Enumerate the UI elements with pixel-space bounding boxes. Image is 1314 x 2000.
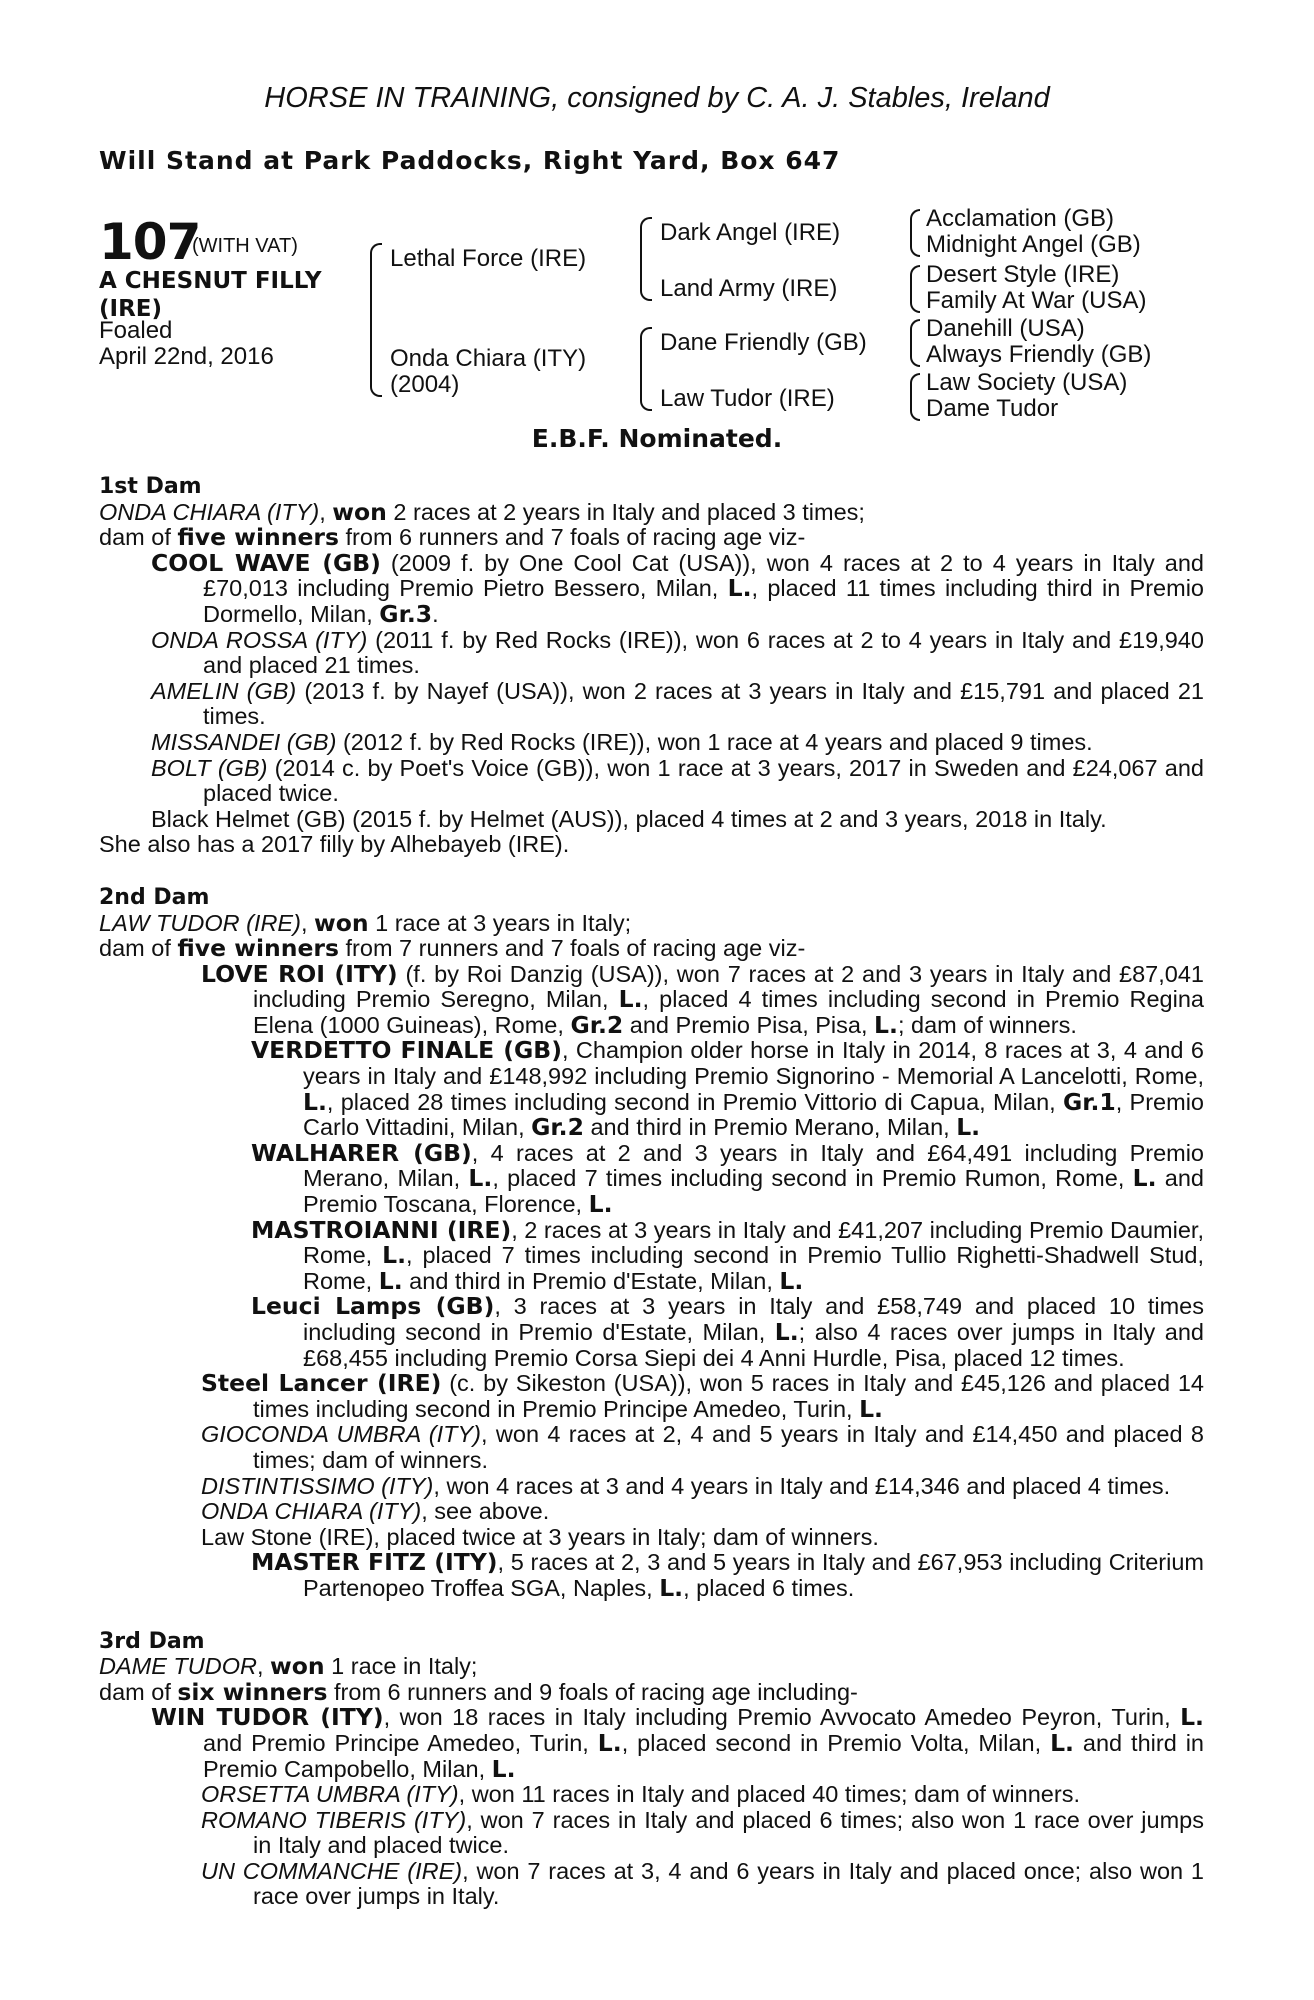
summary-text: from 7 runners and 7 foals of racing age viz- <box>338 935 806 962</box>
race-grade: L. <box>588 1190 613 1219</box>
summary-text: dam of <box>99 524 178 551</box>
race-grade: L. <box>1050 1728 1074 1757</box>
pedigree-bracket-g1 <box>910 209 920 257</box>
produce-entry: Law Stone (IRE), placed twice at 3 years in Italy; dam of winners. <box>201 1523 879 1550</box>
dam-name: LAW TUDOR (IRE) <box>99 909 301 936</box>
won-label: won <box>270 1652 325 1681</box>
pedigree-bracket-dam <box>640 327 652 411</box>
race-grade: L. <box>303 1087 327 1116</box>
horse-description-line1: A CHESNUT FILLY <box>99 268 322 294</box>
race-grade: L. <box>378 1266 403 1295</box>
produce-entry: Black Helmet (GB) (2015 f. by Helmet (AUS)), placed 4 times at 2 and 3 years, 2018 in Italy. <box>151 805 1107 832</box>
dam-intro: LAW TUDOR (IRE), won 1 race at 3 years in Italy; <box>99 908 632 937</box>
race-grade: L. <box>779 1266 804 1295</box>
entry-text: , 4 races at 2 and 3 years in Italy and £64,491 including Premio Merano, Milan, <box>303 1139 1205 1192</box>
produce-entry <box>201 1371 1204 1422</box>
summary-text: dam of <box>99 1678 178 1705</box>
pedigree-bracket-g3 <box>910 319 920 367</box>
dam-year: (2004) <box>390 371 460 398</box>
race-grade: Gr.2 <box>531 1113 584 1142</box>
sire: Lethal Force (IRE) <box>390 245 587 272</box>
race-grade: L. <box>659 1573 684 1602</box>
entry-text: , 5 races at 2, 3 and 5 years in Italy and £67,953 including Criterium Partenopeo Troffea SGA, Naples, <box>303 1549 1205 1601</box>
entry-text: , won 7 races in Italy and placed 6 times; also won 1 race over jumps in Italy and placed twice. <box>253 1806 1204 1859</box>
grandsire-line-4: Family At War (USA) <box>926 287 1147 314</box>
section-heading: 3rd Dam <box>99 1628 205 1654</box>
entry-text: , placed 7 times including second in Premio Rumon, Rome, <box>492 1165 1133 1192</box>
first-dam-section <box>99 474 1204 858</box>
entry-text: , placed 4 times including second in Premio Regina Elena (1000 Guineas), Rome, <box>253 986 1204 1038</box>
won-label: won <box>332 497 387 526</box>
horse-name: MISSANDEI (GB) <box>151 728 337 755</box>
race-grade: L. <box>956 1113 981 1142</box>
grandsire-line-5: Danehill (USA) <box>926 315 1085 342</box>
race-grade: Gr.1 <box>1062 1087 1116 1116</box>
horse-name: DISTINTISSIMO (ITY) <box>201 1472 434 1499</box>
entry-text: and third in Premio Merano, Milan, <box>583 1114 957 1141</box>
horse-name: GIOCONDA UMBRA (ITY) <box>201 1421 482 1448</box>
entry-text: , see above. <box>421 1498 550 1525</box>
produce-entry <box>251 1294 1204 1371</box>
race-grade: L. <box>1132 1164 1157 1193</box>
entry-text: , won 4 races at 2, 4 and 5 years in Italy and £14,450 and placed 8 times; dam of winners. <box>253 1421 1204 1473</box>
produce-entry <box>201 1474 1204 1500</box>
summary-text: from 6 runners and 7 foals of racing age viz- <box>338 524 806 551</box>
race-grade: L. <box>491 1754 516 1783</box>
entry-text: , won 4 races at 3 and 4 years in Italy and £14,346 and placed 4 times. <box>433 1472 1171 1499</box>
section-heading: 2nd Dam <box>99 884 210 910</box>
race-grade: L. <box>859 1394 883 1423</box>
dam-name: ONDA CHIARA (ITY) <box>99 498 320 525</box>
entry-text: , placed 11 times including third in Premio Dormello, Milan, <box>203 575 1204 627</box>
horse-name: LOVE ROI (ITY) <box>201 959 398 988</box>
produce-entry <box>251 1138 1205 1219</box>
foaled-date: April 22nd, 2016 <box>99 343 274 370</box>
pedigree-block <box>0 205 1314 445</box>
dam-intro-text: 1 race in Italy; <box>324 1653 478 1680</box>
produce-entry <box>201 1859 1204 1910</box>
produce-note: She also has a 2017 filly by Alhebayeb (IRE). <box>99 831 570 858</box>
horse-name: VERDETTO FINALE (GB) <box>251 1036 562 1065</box>
horse-name: MASTROIANNI (IRE) <box>251 1215 512 1244</box>
dam-intro-text: 1 race at 3 years in Italy; <box>368 909 632 936</box>
race-grade: L. <box>1180 1703 1204 1732</box>
race-grade: L. <box>874 1010 898 1039</box>
horse-name: ONDA CHIARA (ITY) <box>201 1498 422 1525</box>
summary-text: dam of <box>99 935 178 962</box>
produce-entry <box>151 548 1204 628</box>
horse-name: Leuci Lamps (GB) <box>251 1292 495 1321</box>
race-grade: L. <box>618 985 643 1014</box>
race-grade: L. <box>774 1318 799 1346</box>
entry-text: , 2 races at 3 years in Italy and £41,207 including Premio Daumier, Rome, <box>303 1216 1204 1269</box>
horse-name: Steel Lancer (IRE) <box>201 1369 442 1398</box>
entry-text: , placed 6 times. <box>683 1574 855 1601</box>
sire-dam: Land Army (IRE) <box>660 275 838 302</box>
produce-entry <box>151 756 1204 807</box>
produce-entry <box>151 628 1204 679</box>
entry-text: (2011 f. by Red Rocks (IRE)), won 6 races at 2 to 4 years in Italy and £19,940 and placed 21 times. <box>203 626 1204 679</box>
race-grade: Gr.3 <box>379 599 433 628</box>
second-dam-section <box>99 885 1204 1602</box>
entry-text: , 3 races at 3 years in Italy and £58,749 and placed 10 times including second in Premio d'Estate, Milan, <box>303 1293 1204 1345</box>
dam-intro: DAME TUDOR, won 1 race in Italy; <box>99 1652 478 1681</box>
third-dam-section <box>99 1629 1204 1911</box>
produce-entry <box>201 1499 1204 1525</box>
pedigree-bracket-sire <box>640 217 652 301</box>
horse-name: ONDA ROSSA (ITY) <box>151 626 368 653</box>
section-heading: 1st Dam <box>99 474 202 499</box>
entry-text: (c. by Sikeston (USA)), won 5 races in Italy and £45,126 and placed 14 times including second in Premio Principe Amedeo, Turin, <box>253 1370 1204 1422</box>
dam-intro-text: 2 races at 2 years in Italy and placed 3 times; <box>386 498 865 525</box>
horse-name: BOLT (GB) <box>151 754 268 781</box>
horse-name: ROMANO TIBERIS (ITY) <box>201 1806 467 1833</box>
horse-name: ORSETTA UMBRA (ITY) <box>201 1781 459 1808</box>
ebf-nominated: E.B.F. Nominated. <box>531 424 783 453</box>
race-grade: Gr.2 <box>570 1010 624 1039</box>
race-grade: L. <box>597 1728 622 1757</box>
summary-text: from 6 runners and 9 foals of racing age including- <box>327 1678 858 1705</box>
produce-entry <box>251 1215 1204 1295</box>
dam-sire: Dane Friendly (GB) <box>660 329 867 356</box>
dam-produce-summary <box>99 525 1204 551</box>
entry-text: ; dam of winners. <box>897 1011 1077 1038</box>
grandsire-line-1: Acclamation (GB) <box>926 205 1115 232</box>
entry-text: , Premio Carlo Vittadini, Milan, <box>303 1088 1204 1141</box>
entry-text: (f. by Roi Danzig (USA)), won 7 races at 2 and 3 years in Italy and £87,041 including Premio Seregno, Milan, <box>253 960 1204 1013</box>
produce-entry <box>201 1808 1204 1859</box>
foaled-label: Foaled <box>99 317 173 344</box>
stand-location: Will Stand at Park Paddocks, Right Yard, Box 647 <box>99 146 841 175</box>
winners-count: five winners <box>177 523 339 552</box>
grandsire-line-7: Law Society (USA) <box>926 369 1128 396</box>
dam-intro: ONDA CHIARA (ITY), won 2 races at 2 years in Italy and placed 3 times; <box>99 497 865 526</box>
horse-name: AMELIN (GB) <box>151 677 297 704</box>
produce-entry <box>251 1550 1204 1601</box>
entry-text: , placed 28 times including second in Premio Vittorio di Capua, Milan, <box>326 1088 1063 1115</box>
winners-count: five winners <box>177 934 339 963</box>
lot-number: 107 <box>99 213 201 271</box>
produce-entry <box>201 959 1204 1039</box>
entry-text: (2009 f. by One Cool Cat (USA)), won 4 races at 2 to 4 years in Italy and £70,013 including Premio Pietro Bessero, Milan, <box>203 549 1204 602</box>
dam-produce-summary <box>99 1677 1204 1706</box>
entry-text: , placed second in Premio Volta, Milan, <box>621 1729 1051 1756</box>
entry-text: , placed 7 times including second in Premio Tullio Righetti-Shadwell Stud, Rome, <box>303 1242 1204 1294</box>
entry-text: , Champion older horse in Italy in 2014, 8 races at 3, 4 and 6 years in Italy and £148,992 including Premio Signorino - Memorial A Lancelotti, Rome, <box>303 1037 1204 1090</box>
horse-name: MASTER FITZ (ITY) <box>251 1548 498 1577</box>
dam-produce-summary <box>99 936 1204 962</box>
race-grade: L. <box>382 1241 407 1270</box>
dam-dam: Law Tudor (IRE) <box>660 385 835 412</box>
entry-text: (2014 c. by Poet's Voice (GB)), won 1 race at 3 years, 2017 in Sweden and £24,067 and placed twice. <box>203 754 1204 807</box>
sire-sire: Dark Angel (IRE) <box>660 219 841 246</box>
pedigree-bracket-main <box>370 243 382 397</box>
produce-entry <box>201 1782 1204 1808</box>
produce-entry <box>151 1705 1204 1782</box>
produce-entry <box>151 679 1204 730</box>
consignment-title: HORSE IN TRAINING, consigned by C. A. J. Stables, Ireland <box>264 82 1050 114</box>
grandsire-line-2: Midnight Angel (GB) <box>926 231 1141 258</box>
race-grade: L. <box>727 574 752 603</box>
entry-text: and Premio Principe Amedeo, Turin, <box>203 1729 598 1756</box>
entry-text: , won 18 races in Italy including Premio Avvocato Amedeo Peyron, Turin, <box>383 1704 1181 1731</box>
horse-name: UN COMMANCHE (IRE) <box>201 1857 463 1884</box>
race-grade: L. <box>468 1164 493 1193</box>
dam-name: DAME TUDOR <box>99 1653 257 1680</box>
horse-description <box>99 267 322 323</box>
entry-text: , won 11 races in Italy and placed 40 times; dam of winners. <box>458 1781 1080 1808</box>
entry-text: and Premio Pisa, Pisa, <box>623 1011 875 1038</box>
horse-name: WIN TUDOR (ITY) <box>151 1703 384 1732</box>
grandsire-line-6: Always Friendly (GB) <box>926 341 1152 368</box>
entry-text: and third in Premio Campobello, Milan, <box>203 1729 1205 1782</box>
dam-sections <box>99 474 1204 1937</box>
pedigree-bracket-g4 <box>910 373 920 421</box>
entry-text: and Premio Toscana, Florence, <box>303 1165 1204 1218</box>
entry-text: . <box>432 600 439 627</box>
entry-text: (2012 f. by Red Rocks (IRE)), won 1 race at 4 years and placed 9 times. <box>336 728 1093 755</box>
pedigree-bracket-g2 <box>910 265 920 313</box>
produce-entry <box>151 730 1204 756</box>
produce-entry <box>251 1038 1204 1140</box>
vat-note: (WITH VAT) <box>192 235 298 257</box>
entry-text: , won 7 races at 3, 4 and 6 years in Italy and placed once; also won 1 race over jumps in Italy. <box>253 1857 1204 1910</box>
dam: Onda Chiara (ITY) <box>390 345 587 372</box>
horse-name: COOL WAVE (GB) <box>151 548 381 577</box>
entry-text: and third in Premio d'Estate, Milan, <box>402 1267 780 1294</box>
winners-count: six winners <box>177 1677 328 1706</box>
horse-name: WALHARER (GB) <box>251 1138 472 1167</box>
grandsire-line-3: Desert Style (IRE) <box>926 261 1120 288</box>
horse-description-line2: (IRE) <box>99 296 163 322</box>
grandsire-line-8: Dame Tudor <box>926 395 1059 422</box>
entry-text: (2013 f. by Nayef (USA)), won 2 races at 3 years in Italy and £15,791 and placed 21 times. <box>203 677 1204 730</box>
entry-text: ; also 4 races over jumps in Italy and £68,455 including Premio Corsa Siepi dei 4 Anni Hurdle, Pisa, placed 12 times. <box>303 1319 1204 1371</box>
produce-entry <box>201 1422 1204 1473</box>
won-label: won <box>314 908 369 937</box>
